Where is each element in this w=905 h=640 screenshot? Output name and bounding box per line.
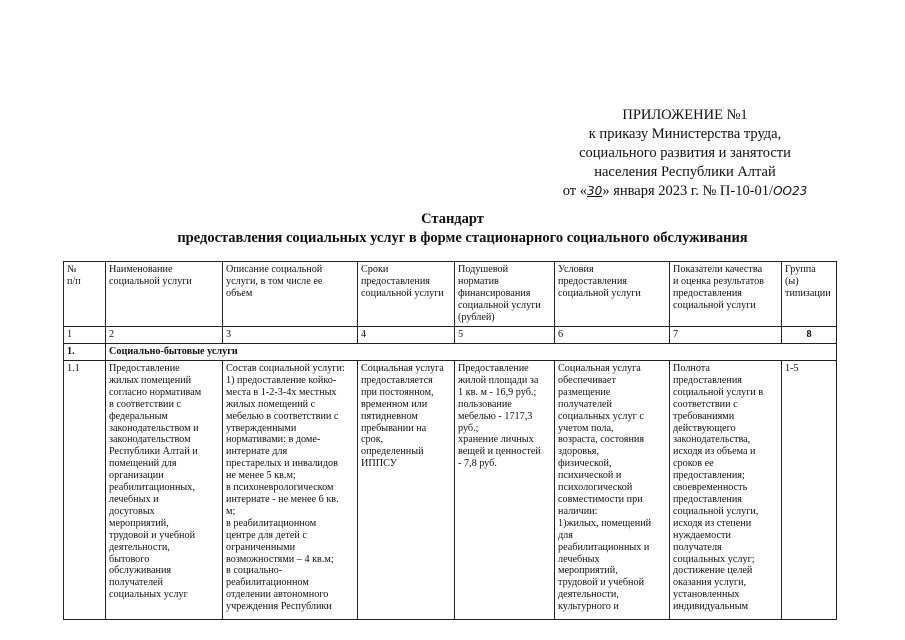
quality-indicators-cell: Полнота предоставления социальной услуги в соответствии с требованиями действующего законодательства, исходя из объема и сроков ее предоставления; своевременность предоставления социальной услуги, исходя из степени нуждаемости получателя социальных услуг; достижение целей оказания услуги, установленных индивидуальным [670,361,782,620]
appendix-order-line: к приказу Министерства труда, [588,126,782,142]
header-cell: № п/п [64,262,106,327]
document-title [0,210,905,248]
financing-norm-cell: Предоставление жилой площади за 1 кв. м - 16,9 руб.; пользование мебелью - 1717,3 руб.; хранение личных вещей и ценностей - 7,8 руб. [455,361,555,620]
header-cell: Условия предоставления социальной услуги [555,262,670,327]
title-line-1: Стандарт [421,211,484,227]
row-number: 1.1 [64,361,106,620]
table-header-row [64,262,837,327]
standard-table [63,261,837,620]
header-cell: Подушевой норматив финансирования социальной услуги (рублей) [455,262,555,327]
column-number: 3 [223,327,358,344]
appendix-region-line: населения Республики Алтай [594,164,776,180]
column-number: 7 [670,327,782,344]
date-middle: » января 2023 г. № П-10-01/ [602,183,774,199]
header-cell: Наименование социальной услуги [106,262,223,327]
column-number: 1 [64,327,106,344]
header-cell: Группа (ы) типизации [782,262,837,327]
title-line-2: предоставления социальных услуг в форме стационарного социального обслуживания [177,230,748,246]
date-day-handwritten: 30 [587,184,603,198]
order-number-handwritten: ОО23 [773,184,808,198]
appendix-ministry-line: социального развития и занятости [579,145,791,161]
section-row [64,344,837,361]
column-number-row [64,327,837,344]
column-number: 4 [358,327,455,344]
header-cell: Описание социальной услуги, в том числе ее объем [223,262,358,327]
column-number: 5 [455,327,555,344]
service-conditions-cell: Социальная услуга обеспечивает размещение получателей социальных услуг с учетом пола, возраста, состояния здоровья, физической, психической и психологической совместимости при наличии: 1)жилых, помещений для реабилитационных и лечебных мероприятий, трудовой и учебной деятельности, культурного и [555,361,670,620]
section-number: 1. [64,344,106,361]
table-row [64,361,837,620]
appendix-title: ПРИЛОЖЕНИЕ №1 [622,107,748,123]
column-number: 6 [555,327,670,344]
section-title: Социально-бытовые услуги [106,344,837,361]
date-prefix: от « [562,183,588,199]
appendix-date-line [520,182,850,201]
header-cell: Показатели качества и оценка результатов предоставления социальной услуги [670,262,782,327]
service-terms-cell: Социальная услуга предоставляется при постоянном, временном или пятидневном пребывании на срок, определенный ИППСУ [358,361,455,620]
header-cell: Сроки предоставления социальной услуги [358,262,455,327]
appendix-block [520,106,850,201]
service-name-cell: Предоставление жилых помещений согласно нормативам в соответствии с федеральным законодательством и законодательством Республики Алтай и помещений для организации реабилитационных, лечебных и досуговых мероприятий, трудовой и учебной деятельности, бытового обслуживания получателей социальных услуг [106,361,223,620]
typing-group-cell: 1-5 [782,361,837,620]
column-number: 8 [782,327,837,344]
service-description-cell: Состав социальной услуги: 1) предоставление койко- места в 1-2-3-4х местных жилых помещений с мебелью в соответствии с утвержденными нормативами: в доме- интернате для престарелых и инвалидов не менее 5 кв.м; в психоневрологическом интернате - не менее 6 кв. м; в реабилитационном центре для детей с ограниченными возможностями – 4 кв.м; в социально- реабилитационном отделении автономного учреждения Республики [223,361,358,620]
column-number: 2 [106,327,223,344]
